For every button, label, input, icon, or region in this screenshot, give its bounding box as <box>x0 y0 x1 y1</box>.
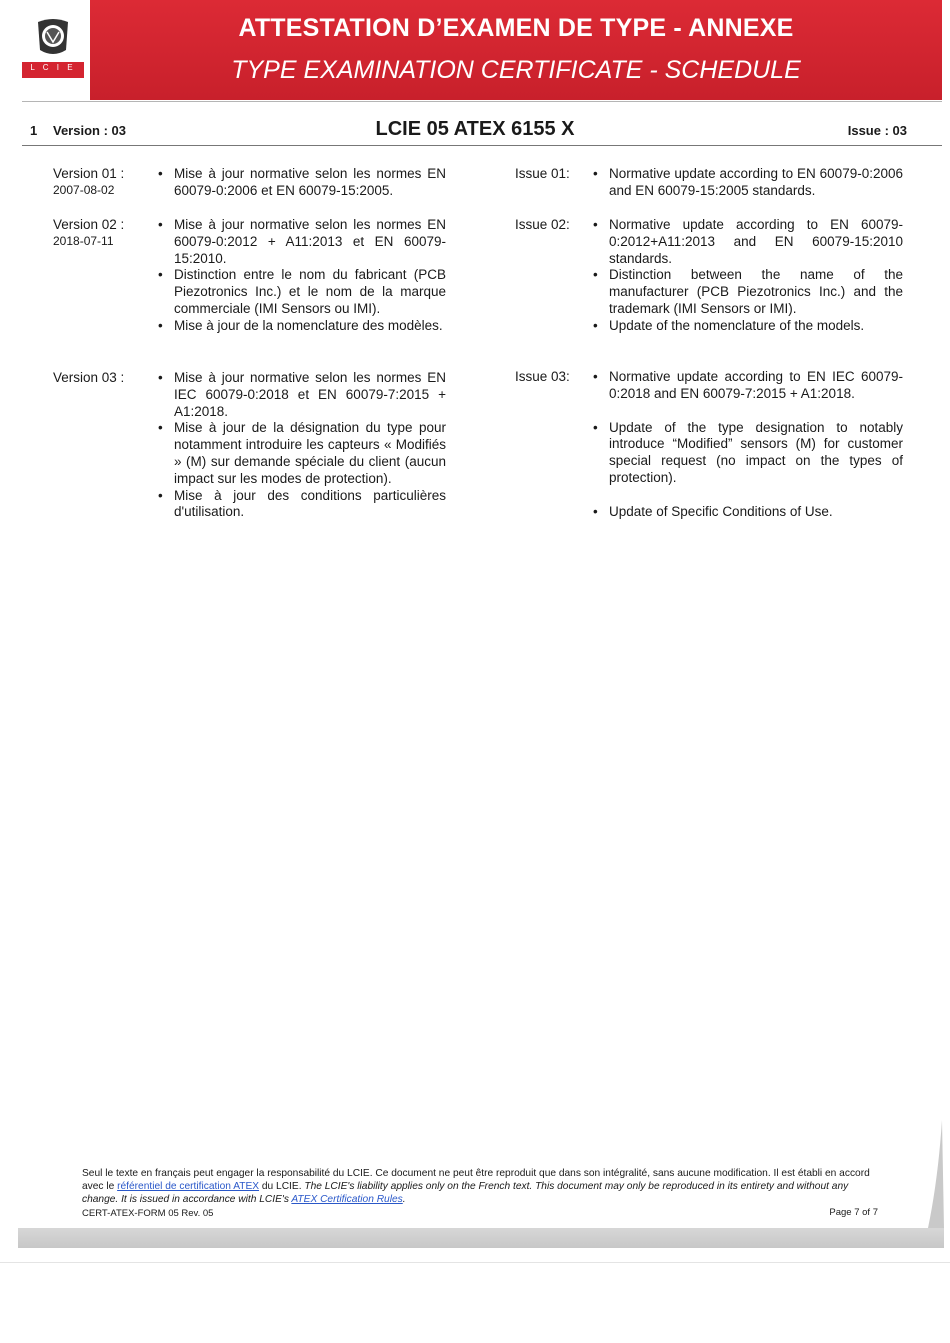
logo-text: L C I E <box>30 63 76 72</box>
en-issue-01-list <box>591 166 903 200</box>
footer-disclaimer <box>82 1167 875 1207</box>
list-item: • Mise à jour des conditions particulières d'utilisation. <box>156 488 446 522</box>
list-item: • Mise à jour normative selon les normes EN 60079-0:2012 + A11:2013 et EN 60079-15:2010. <box>156 217 446 267</box>
list-item: • Normative update according to EN IEC 60079-0:2018 and EN 60079-7:2015 + A1:2018. <box>591 369 903 403</box>
version-label: Version : 03 <box>53 123 126 138</box>
header-band <box>90 0 942 100</box>
footer-band <box>18 1228 944 1248</box>
list-item: • Mise à jour de la désignation du type pour notamment introduire les capteurs « Modifiés » (M) sur demande spéciale du client (aucun impact sur les modes de protection). <box>156 420 446 487</box>
list-item: • Mise à jour normative selon les normes EN 60079-0:2006 et EN 60079-15:2005. <box>156 166 446 200</box>
lcie-logo <box>22 18 84 78</box>
footer-en-text-end: . <box>402 1194 406 1206</box>
atex-rules-link[interactable]: ATEX Certification Rules <box>291 1194 403 1206</box>
issue-label: Issue : 03 <box>847 123 907 138</box>
atex-referential-link[interactable]: référentiel de certification ATEX <box>117 1181 260 1193</box>
en-issue-02-label: Issue 02: <box>515 217 570 232</box>
heading-divider <box>22 145 942 146</box>
page-edge-decoration <box>926 1120 946 1230</box>
list-item: • Mise à jour normative selon les normes EN IEC 60079-0:2018 et EN 60079-7:2015 + A1:2018. <box>156 370 446 420</box>
list-item: • Update of the nomenclature of the models. <box>591 318 903 335</box>
certificate-number: LCIE 05 ATEX 6155 X <box>375 118 575 140</box>
header-divider <box>22 101 942 102</box>
page-number: Page 7 of 7 <box>829 1207 878 1218</box>
fr-version-03-title: Version 03 : <box>53 370 125 385</box>
footer-fr-text-end: du LCIE. <box>259 1181 305 1193</box>
footer-divider <box>0 1262 950 1263</box>
fr-version-03-label <box>53 370 124 386</box>
footer-fr-text: Seul le texte en français peut engager la responsabilité du LCIE. Ce document ne peut être reproduit que dans son intégralité, sans aucune modification. Il est établi en accord avec le <box>82 1168 870 1193</box>
list-item: • Normative update according to EN 60079-0:2012+A11:2013 and EN 60079-15:2010 standards. <box>591 217 903 267</box>
en-issue-03-label: Issue 03: <box>515 369 570 384</box>
header-title-fr: ATTESTATION D’EXAMEN DE TYPE - ANNEXE <box>238 14 794 42</box>
fr-version-01-list <box>156 166 446 200</box>
section-number: 1 <box>30 123 38 138</box>
fr-version-01-title: Version 01 : <box>53 166 125 181</box>
footer-en-text: The LCIE's liability applies only on the French text. This document may only be reproduced in its entirety and without any change. It is issued in accordance with LCIE's <box>82 1181 849 1206</box>
form-reference: CERT-ATEX-FORM 05 Rev. 05 <box>82 1208 214 1219</box>
fr-version-03-list <box>156 370 446 521</box>
en-issue-03-list <box>591 369 903 521</box>
list-item: • Distinction between the name of the manufacturer (PCB Piezotronics Inc.) and the trademark (IMI Sensors or IMI). <box>591 267 903 317</box>
list-item: • Distinction entre le nom du fabricant (PCB Piezotronics Inc.) et le nom de la marque commerciale (IMI Sensors ou IMI). <box>156 267 446 317</box>
fr-version-01-label <box>53 166 124 198</box>
list-item: • Update of the type designation to notably introduce “Modified” sensors (M) for customer special request (no impact on the types of protection). <box>591 420 903 487</box>
list-item: • Update of Specific Conditions of Use. <box>591 504 903 521</box>
list-item: • Mise à jour de la nomenclature des modèles. <box>156 318 446 335</box>
fr-version-01-date: 2007-08-02 <box>53 183 115 197</box>
fr-version-02-date: 2018-07-11 <box>53 234 114 248</box>
list-item: • Normative update according to EN 60079-0:2006 and EN 60079-15:2005 standards. <box>591 166 903 200</box>
fr-version-02-list <box>156 217 446 335</box>
en-issue-01-label: Issue 01: <box>515 166 570 181</box>
en-issue-02-list <box>591 217 903 335</box>
header-title-en: TYPE EXAMINATION CERTIFICATE - SCHEDULE <box>231 56 801 84</box>
certificate-heading <box>0 118 950 142</box>
fr-version-02-label <box>53 217 124 249</box>
fr-version-02-title: Version 02 : <box>53 217 125 232</box>
